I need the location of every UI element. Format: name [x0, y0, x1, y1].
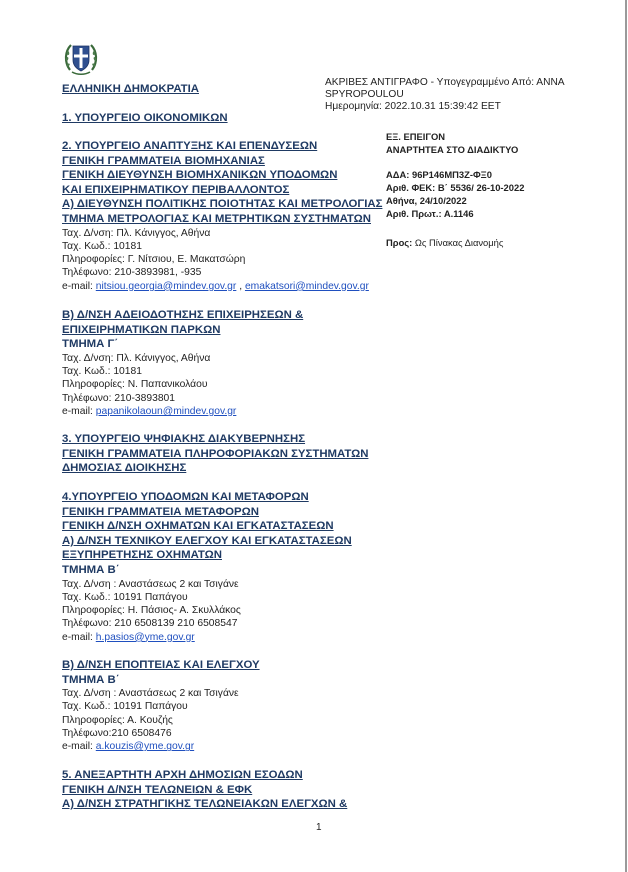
ministry-4-block — [62, 490, 352, 644]
ministry-4-heading-line: ΓΕΝΙΚΗ ΓΡΑΜΜΑΤΕΙΑ ΜΕΤΑΦΟΡΩΝ — [62, 505, 259, 518]
email-link[interactable]: nitsiou.georgia@mindev.gov.gr — [95, 280, 237, 292]
ministry-5-block — [62, 768, 347, 812]
email-label: e-mail: — [62, 631, 96, 643]
email-label: e-mail: — [62, 405, 96, 417]
ministry-5-heading-line: ΓΕΝΙΚΗ Δ/ΝΣΗ ΤΕΛΩΝΕΙΩΝ & ΕΦΚ — [62, 783, 253, 796]
recipients-value: Ως Πίνακας Διανομής — [414, 237, 504, 248]
email-label: e-mail: — [62, 280, 96, 292]
stamp-date: Ημερομηνία: 2022.10.31 15:39:42 EET — [325, 101, 501, 112]
ministry-4-heading-line: ΕΞΥΠΗΡΕΤΗΣΗΣ ΟΧΗΜΑΤΩΝ — [62, 549, 222, 562]
ministry-3-heading-line: ΔΗΜΟΣΙΑΣ ΔΙΟΙΚΗΣΗΣ — [62, 462, 187, 475]
address: Ταχ. Δ/νση: Πλ. Κάνιγγος, Αθήνα — [62, 352, 211, 364]
address: Ταχ. Δ/νση : Αναστάσεως 2 και Τσιγάνε — [62, 688, 239, 700]
section-heading-line: ΕΠΙΧΕΙΡΗΜΑΤΙΚΩΝ ΠΑΡΚΩΝ — [62, 323, 221, 336]
email-line — [62, 740, 260, 753]
document-metadata — [386, 130, 518, 156]
ada-code: ΑΔΑ: 96Ρ146ΜΠ3Ζ-ΦΞ0 — [386, 169, 492, 180]
protocol-number: Αριθ. Πρωτ.: Α.1146 — [386, 208, 474, 219]
ministry-3-heading-line: ΓΕΝΙΚΗ ΓΡΑΜΜΑΤΕΙΑ ΠΛΗΡΟΦΟΡΙΑΚΩΝ ΣΥΣΤΗΜΑΤΩΝ — [62, 447, 369, 460]
ministry-4-heading-line: ΤΜΗΜΑ Β΄ — [62, 563, 120, 576]
ministry-1-title: 1. ΥΠΟΥΡΓΕΙΟ ΟΙΚΟΝΟΜΙΚΩΝ — [62, 112, 228, 124]
section-heading-line: ΤΜΗΜΑ Β΄ — [62, 673, 120, 686]
ministry-4-section-b — [62, 658, 260, 754]
postal-code: Ταχ. Κωδ.: 10191 Παπάγου — [62, 591, 188, 603]
ministry-4-heading-line: 4.ΥΠΟΥΡΓΕΙΟ ΥΠΟΔΟΜΩΝ ΚΑΙ ΜΕΤΑΦΟΡΩΝ — [62, 491, 309, 503]
ministry-2-heading-line: Α) ΔΙΕΥΘΥΝΣΗ ΠΟΛΙΤΙΚΗΣ ΠΟΙΟΤΗΤΑΣ ΚΑΙ ΜΕΤΡΟΛΟΓΙΑΣ — [62, 198, 383, 211]
address: Ταχ. Δ/νση: Πλ. Κάνιγγος, Αθήνα — [62, 227, 211, 239]
ministry-4-heading-line: ΓΕΝΙΚΗ Δ/ΝΣΗ ΟΧΗΜΑΤΩΝ ΚΑΙ ΕΓΚΑΤΑΣΤΑΣΕΩΝ — [62, 520, 334, 533]
stamp-line: ΑΚΡΙΒΕΣ ΑΝΤΙΓΡΑΦΟ - Υπογεγραμμένο Από: ΑΝΝΑ — [325, 77, 565, 88]
phone: Τηλέφωνο:210 6508476 — [62, 728, 172, 740]
ministry-2-heading-line: ΓΕΝΙΚΗ ΓΡΑΜΜΑΤΕΙΑ ΒΙΟΜΗΧΑΝΙΑΣ — [62, 154, 265, 167]
section-heading-line: Β) Δ/ΝΣΗ ΑΔΕΙΟΔΟΤΗΣΗΣ ΕΠΙΧΕΙΡΗΣΕΩΝ & — [62, 309, 304, 321]
email-line — [62, 405, 303, 418]
email-link[interactable]: emakatsori@mindev.gov.gr — [244, 280, 369, 292]
section-heading-line: Β) Δ/ΝΣΗ ΕΠΟΠΤΕΙΑΣ ΚΑΙ ΕΛΕΓΧΟΥ — [62, 659, 260, 671]
phone: Τηλέφωνο: 210-3893801 — [62, 392, 176, 404]
address: Ταχ. Δ/νση : Αναστάσεως 2 και Τσιγάνε — [62, 578, 239, 590]
ministry-2-heading-line: ΚΑΙ ΕΠΙΧΕΙΡΗΜΑΤΙΚΟΥ ΠΕΡΙΒΑΛΛΟΝΤΟΣ — [62, 183, 290, 196]
info-contact: Πληροφορίες: Α. Κουζής — [62, 714, 173, 726]
ministry-3-block — [62, 432, 368, 476]
ministry-5-heading-line: 5. ΑΝΕΞΑΡΤΗΤΗ ΑΡΧΗ ΔΗΜΟΣΙΩΝ ΕΣΟΔΩΝ — [62, 769, 303, 781]
ministry-3-heading-line: 3. ΥΠΟΥΡΓΕΙΟ ΨΗΦΙΑΚΗΣ ΔΙΑΚΥΒΕΡΝΗΣΗΣ — [62, 433, 306, 445]
republic-heading: ΕΛΛΗΝΙΚΗ ΔΗΜΟΚΡΑΤΙΑ — [62, 83, 199, 95]
ministry-5-heading-line: Α) Δ/ΝΣΗ ΣΤΡΑΤΗΓΙΚΗΣ ΤΕΛΩΝΕΙΑΚΩΝ ΕΛΕΓΧΩΝ & — [62, 798, 348, 811]
email-link[interactable]: papanikolaoun@mindev.gov.gr — [95, 405, 237, 417]
email-separator: , — [236, 280, 245, 292]
ministry-2-section-b — [62, 308, 303, 418]
greek-emblem-icon — [64, 40, 98, 78]
info-contact: Πληροφορίες: Η. Πάσιος- Α. Σκυλλάκος — [62, 605, 241, 617]
section-heading-line: ΤΜΗΜΑ Γ΄ — [62, 338, 119, 351]
email-link[interactable]: a.kouzis@yme.gov.gr — [95, 741, 195, 753]
email-line — [62, 631, 352, 644]
posting-label: ΑΝΑΡΤΗΤΕΑ ΣΤΟ ΔΙΑΔΙΚΤΥΟ — [386, 144, 519, 155]
email-line — [62, 280, 382, 293]
recipients-line — [386, 236, 503, 249]
phone: Τηλέφωνο: 210-3893981, -935 — [62, 267, 202, 279]
urgency-label: ΕΞ. ΕΠΕΙΓΟΝ — [386, 131, 446, 142]
postal-code: Ταχ. Κωδ.: 10191 Παπάγου — [62, 701, 188, 713]
postal-code: Ταχ. Κωδ.: 10181 — [62, 366, 142, 378]
postal-code: Ταχ. Κωδ.: 10181 — [62, 240, 142, 252]
info-contact: Πληροφορίες: Ν. Παπανικολάου — [62, 379, 208, 391]
info-contact: Πληροφορίες: Γ. Νίτσιου, Ε. Μακατσώρη — [62, 254, 246, 266]
ministry-2-heading-line: 2. ΥΠΟΥΡΓΕΙΟ ΑΝΑΠΤΥΞΗΣ ΚΑΙ ΕΠΕΝΔΥΣΕΩΝ — [62, 140, 318, 152]
ministry-2-heading-line: ΤΜΗΜΑ ΜΕΤΡΟΛΟΓΙΑΣ ΚΑΙ ΜΕΤΡΗΤΙΚΩΝ ΣΥΣΤΗΜΑΤΩΝ — [62, 212, 371, 225]
stamp-line: SPYROPOULOU — [325, 89, 404, 100]
fek-number: Αριθ. ΦΕΚ: Β΄ 5536/ 26-10-2022 — [386, 182, 525, 193]
phone: Τηλέφωνο: 210 6508139 210 6508547 — [62, 618, 238, 630]
place-date: Αθήνα, 24/10/2022 — [386, 195, 467, 206]
ministry-4-heading-line: Α) Δ/ΝΣΗ ΤΕΧΝΙΚΟΥ ΕΛΕΓΧΟΥ ΚΑΙ ΕΓΚΑΤΑΣΤΑΣΕΩΝ — [62, 534, 352, 547]
page-number: 1 — [316, 822, 322, 833]
signature-stamp — [325, 77, 565, 113]
email-label: e-mail: — [62, 741, 96, 753]
ministry-2-block — [62, 139, 382, 293]
email-link[interactable]: h.pasios@yme.gov.gr — [95, 631, 195, 643]
ministry-2-heading-line: ΓΕΝΙΚΗ ΔΙΕΥΘΥΝΣΗ ΒΙΟΜΗΧΑΝΙΚΩΝ ΥΠΟΔΟΜΩΝ — [62, 169, 338, 182]
recipients-label: Προς: — [386, 237, 415, 248]
document-identifiers — [386, 168, 524, 220]
